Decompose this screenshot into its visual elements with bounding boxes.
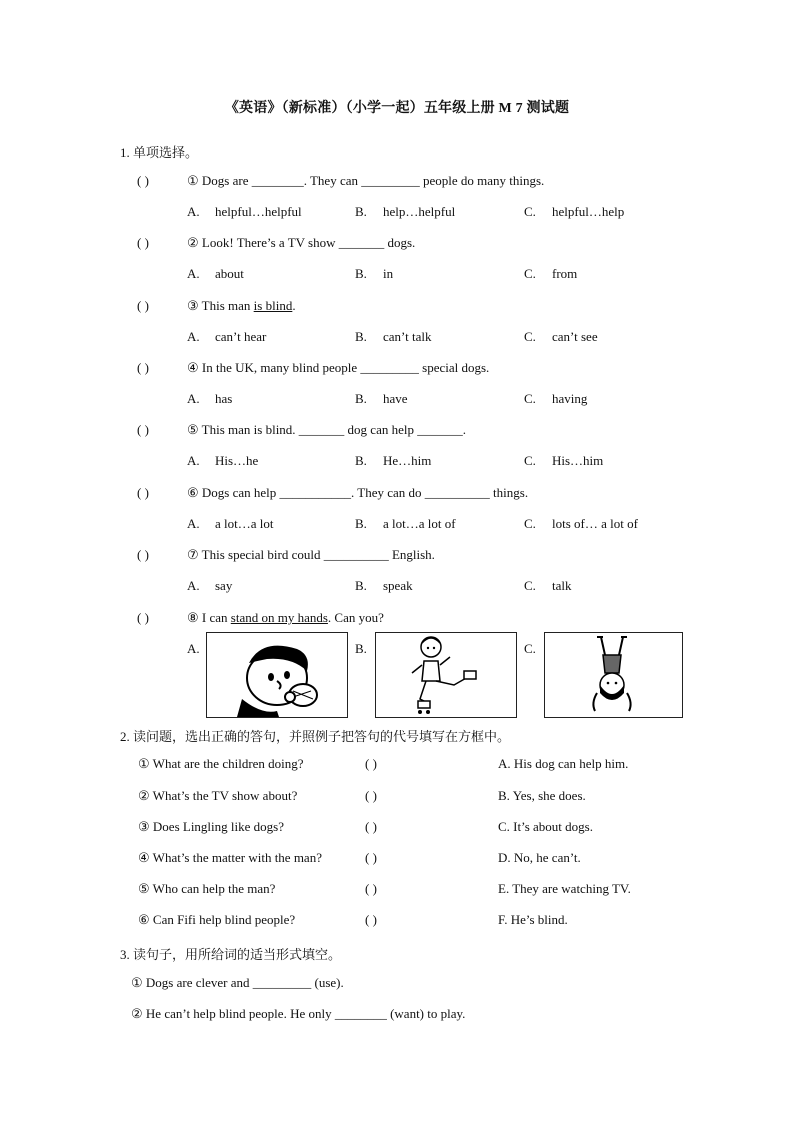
- option-letter: C.: [524, 516, 536, 531]
- option-b[interactable]: [355, 516, 456, 532]
- option-text: can’t talk: [383, 329, 432, 344]
- match-question: ④ What’s the matter with the man?: [138, 850, 322, 865]
- option-a[interactable]: [187, 516, 274, 532]
- option-text: speak: [383, 578, 413, 593]
- option-a[interactable]: [187, 329, 266, 345]
- match-answer-option: C. It’s about dogs.: [498, 819, 593, 834]
- page-title: 《英语》（新标准）（小学一起）五年级上册 M 7 测试题: [224, 101, 570, 116]
- image-option-b-boy-skating[interactable]: [375, 632, 517, 718]
- underlined-phrase: is blind: [253, 298, 293, 313]
- option-letter: C.: [524, 578, 536, 593]
- option-letter: A.: [187, 391, 200, 406]
- answer-bracket[interactable]: ( ): [137, 360, 149, 375]
- question-text: Look! There’s a TV show _______ dogs.: [201, 235, 416, 250]
- option-letter: A.: [187, 578, 200, 593]
- option-text: can’t hear: [215, 329, 267, 344]
- answer-bracket[interactable]: ( ): [137, 173, 149, 188]
- option-b[interactable]: [355, 204, 455, 220]
- answer-bracket[interactable]: ( ): [137, 298, 149, 313]
- option-b[interactable]: [355, 266, 393, 282]
- option-letter: A.: [187, 516, 200, 531]
- option-a[interactable]: [187, 453, 258, 469]
- answer-bracket[interactable]: ( ): [137, 485, 149, 500]
- option-text: His…he: [215, 453, 259, 468]
- image-option-label-a: A.: [187, 641, 200, 656]
- answer-bracket[interactable]: ( ): [137, 235, 149, 250]
- option-letter: B.: [355, 516, 367, 531]
- question-number: ⑦: [187, 547, 199, 562]
- question-number: ②: [187, 235, 199, 250]
- option-b[interactable]: [355, 329, 432, 345]
- option-c[interactable]: [524, 516, 638, 532]
- option-text: say: [215, 578, 233, 593]
- option-a[interactable]: [187, 578, 232, 594]
- option-letter: A.: [187, 453, 200, 468]
- question-text-end: . Can you?: [327, 610, 384, 625]
- boy-skating-illustration: [376, 633, 516, 717]
- match-answer-option: A. His dog can help him.: [498, 756, 629, 771]
- match-answer-option: F. He’s blind.: [498, 912, 568, 927]
- match-answer-bracket[interactable]: ( ): [365, 850, 377, 865]
- option-text: have: [383, 391, 408, 406]
- section-1-heading: 1. 单项选择。: [120, 145, 199, 160]
- option-text: about: [215, 266, 244, 281]
- match-answer-bracket[interactable]: ( ): [365, 881, 377, 896]
- option-letter: B.: [355, 453, 367, 468]
- option-c[interactable]: [524, 578, 572, 594]
- option-letter: B.: [355, 329, 367, 344]
- option-text: from: [552, 266, 578, 281]
- answer-bracket[interactable]: ( ): [137, 547, 149, 562]
- match-question: ⑥ Can Fifi help blind people?: [138, 912, 296, 927]
- fill-blank-item: ① Dogs are clever and _________ (use).: [131, 975, 344, 990]
- question-text: This special bird could __________ English.: [201, 547, 435, 562]
- option-letter: A.: [187, 329, 200, 344]
- question-row: [137, 173, 544, 189]
- option-c[interactable]: [524, 453, 603, 469]
- match-question: ③ Does Lingling like dogs?: [138, 819, 284, 834]
- image-option-a-boy-eating[interactable]: [206, 632, 348, 718]
- answer-bracket[interactable]: ( ): [137, 422, 149, 437]
- option-letter: C.: [524, 453, 536, 468]
- option-b[interactable]: [355, 578, 413, 594]
- option-letter: C.: [524, 329, 536, 344]
- option-text: in: [383, 266, 394, 281]
- option-text: helpful…help: [552, 204, 625, 219]
- option-letter: A.: [187, 204, 200, 219]
- match-question: ② What’s the TV show about?: [138, 788, 298, 803]
- question-number: ④: [187, 360, 199, 375]
- question-row: [137, 610, 384, 626]
- question-text-end: .: [292, 298, 296, 313]
- match-answer-option: B. Yes, she does.: [498, 788, 586, 803]
- underlined-phrase: stand on my hands: [230, 610, 328, 625]
- question-row: [137, 298, 296, 314]
- question-number: ①: [187, 173, 199, 188]
- match-question: ① What are the children doing?: [138, 756, 304, 771]
- question-number: ⑥: [187, 485, 199, 500]
- option-letter: B.: [355, 391, 367, 406]
- question-text: Dogs are ________. They can _________ people do many things.: [201, 173, 545, 188]
- option-text: His…him: [552, 453, 604, 468]
- option-text: lots of… a lot of: [552, 516, 638, 531]
- match-answer-bracket[interactable]: ( ): [365, 912, 377, 927]
- question-text: In the UK, many blind people _________ special dogs.: [201, 360, 490, 375]
- match-answer-option: E. They are watching TV.: [498, 881, 631, 896]
- question-row: [137, 360, 489, 376]
- option-text: helpful…helpful: [215, 204, 302, 219]
- match-answer-bracket[interactable]: ( ): [365, 788, 377, 803]
- question-text: Dogs can help ___________. They can do __________ things.: [201, 485, 529, 500]
- image-option-label-c: C.: [524, 641, 536, 656]
- option-text: a lot…a lot of: [383, 516, 456, 531]
- option-text: help…helpful: [383, 204, 456, 219]
- boy-eating-illustration: [207, 633, 347, 717]
- option-a[interactable]: [187, 391, 232, 407]
- question-number: ⑧: [187, 610, 199, 625]
- question-number: ⑤: [187, 422, 199, 437]
- option-text: a lot…a lot: [215, 516, 274, 531]
- option-b[interactable]: [355, 391, 408, 407]
- image-option-c-girl-handstand[interactable]: [544, 632, 683, 718]
- option-letter: C.: [524, 391, 536, 406]
- option-letter: B.: [355, 266, 367, 281]
- question-row: [137, 235, 415, 251]
- match-answer-bracket[interactable]: ( ): [365, 756, 377, 771]
- option-letter: C.: [524, 204, 536, 219]
- question-text: This man: [201, 298, 254, 313]
- question-text: I can: [201, 610, 231, 625]
- option-text: can’t see: [552, 329, 598, 344]
- option-text: He…him: [383, 453, 432, 468]
- option-c[interactable]: [524, 266, 577, 282]
- option-c[interactable]: [524, 204, 624, 220]
- option-letter: A.: [187, 266, 200, 281]
- option-a[interactable]: [187, 204, 302, 220]
- option-c[interactable]: [524, 391, 587, 407]
- option-letter: B.: [355, 578, 367, 593]
- answer-bracket[interactable]: ( ): [137, 610, 149, 625]
- section-3-heading: 3. 读句子，用所给词的适当形式填空。: [120, 947, 342, 962]
- option-text: having: [552, 391, 588, 406]
- match-answer-option: D. No, he can’t.: [498, 850, 581, 865]
- option-text: has: [215, 391, 233, 406]
- question-number: ③: [187, 298, 199, 313]
- fill-blank-item: ② He can’t help blind people. He only ________ (want) to play.: [131, 1006, 466, 1021]
- option-letter: B.: [355, 204, 367, 219]
- girl-handstand-illustration: [545, 633, 682, 717]
- option-letter: C.: [524, 266, 536, 281]
- image-option-label-b: B.: [355, 641, 367, 656]
- section-2-heading: 2. 读问题，选出正确的答句，并照例子把答句的代号填写在方框中。: [120, 729, 511, 744]
- question-row: [137, 422, 466, 438]
- question-row: [137, 485, 528, 501]
- option-text: talk: [552, 578, 572, 593]
- question-row: [137, 547, 435, 563]
- question-text: This man is blind. _______ dog can help _______.: [201, 422, 466, 437]
- option-c[interactable]: [524, 329, 598, 345]
- match-answer-bracket[interactable]: ( ): [365, 819, 377, 834]
- option-b[interactable]: [355, 453, 431, 469]
- option-a[interactable]: [187, 266, 244, 282]
- match-question: ⑤ Who can help the man?: [138, 881, 276, 896]
